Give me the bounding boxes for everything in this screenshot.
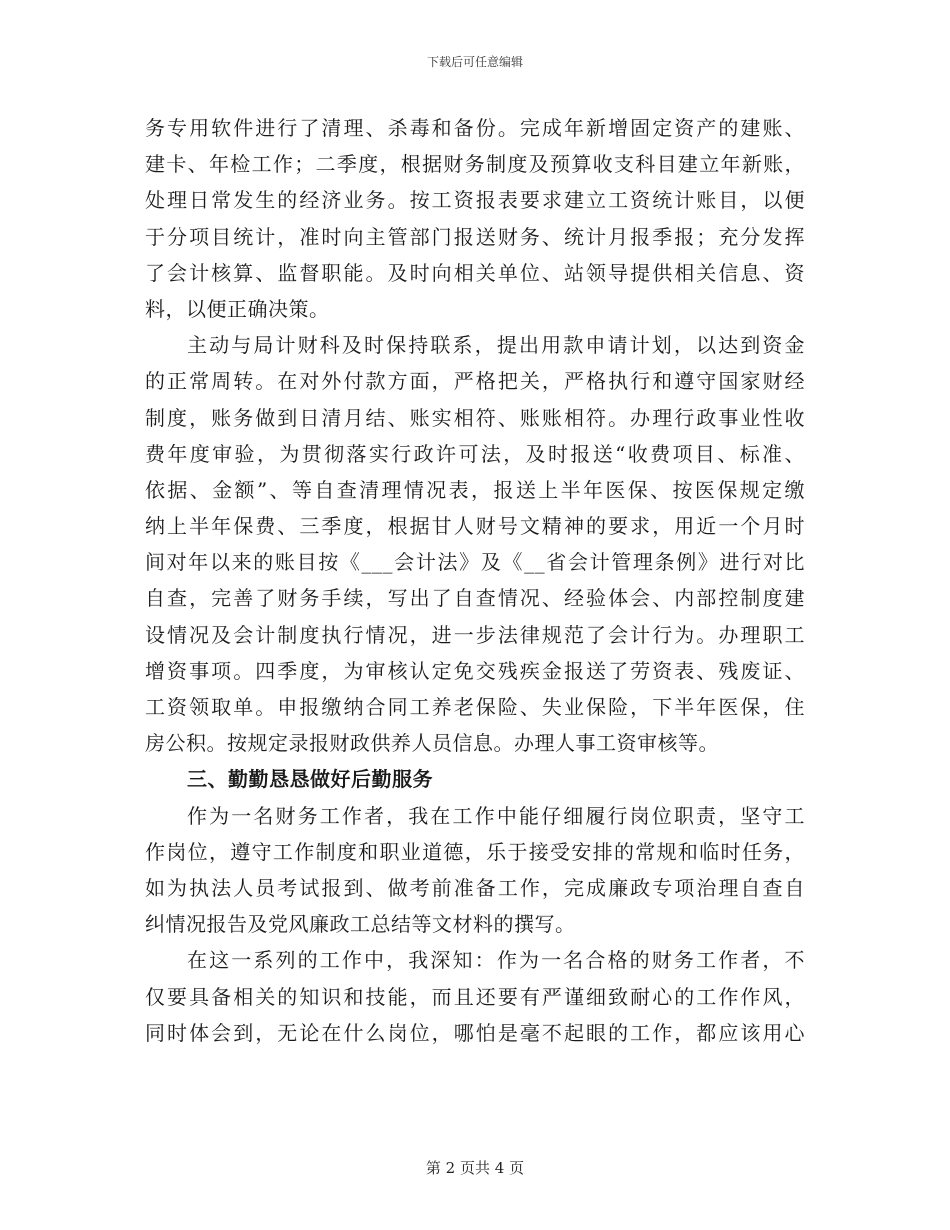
- page-number: 第 2 页共 4 页: [425, 1159, 525, 1177]
- text-line: 工资领取单。申报缴纳合同工养老保险、失业保险，下半年医保，住: [145, 695, 805, 719]
- text-line: 的正常周转。在对外付款方面，严格把关，严格执行和遵守国家财经: [145, 369, 805, 394]
- text-line: 作为一名财务工作者，我在工作中能仔细履行岗位职责，坚守工: [187, 803, 805, 828]
- text-line: 设情况及会计制度执行情况，进一步法律规范了会计行为。办理职工: [145, 622, 805, 647]
- text-line: 费年度审验，为贯彻落实行政许可法，及时报送“收费项目、标准、: [145, 441, 805, 466]
- text-line: 仅要具备相关的知识和技能，而且还要有严谨细致耐心的工作作风，: [145, 984, 805, 1009]
- page-header: 下载后可任意编辑: [426, 55, 523, 69]
- text-line: 于分项目统计，准时向主管部门报送财务、统计月报季报；充分发挥: [145, 224, 805, 249]
- text-line: 在这一系列的工作中，我深知：作为一名合格的财务工作者，不: [187, 948, 805, 973]
- text-line: 作岗位，遵守工作制度和职业道德，乐于接受安排的常规和临时任务，: [145, 839, 805, 864]
- text-line: 依据、金额”、等自查清理情况表，报送上半年医保、按医保规定缴: [145, 477, 805, 502]
- text-line: 纠情况报告及党风廉政工总结等文材料的撰写。: [145, 912, 576, 937]
- text-line: 制度，账务做到日清月结、账实相符、账账相符。办理行政事业性收: [145, 405, 805, 430]
- text-line: 同时体会到，无论在什么岗位，哪怕是毫不起眼的工作，都应该用心: [145, 1020, 805, 1045]
- paragraph-4: [145, 942, 805, 1051]
- text-line: 了会计核算、监督职能。及时向相关单位、站领导提供相关信息、资: [145, 260, 805, 285]
- text-line: 如为执法人员考试报到、做考前准备工作，完成廉政专项治理自查自: [145, 875, 805, 900]
- text-line: 建卡、年检工作；二季度，根据财务制度及预算收支科目建立年新账，: [145, 152, 805, 177]
- text-line: 主动与局计财科及时保持联系，提出用款申请计划，以达到资金: [187, 333, 805, 358]
- paragraph-1: [145, 110, 805, 327]
- text-line: 增资事项。四季度，为审核认定免交残疾金报送了劳资表、残废证、: [145, 658, 805, 683]
- text-line: 务专用软件进行了清理、杀毒和备份。完成年新增固定资产的建账、: [145, 116, 805, 140]
- text-line: 纳上半年保费、三季度，根据甘人财号文精神的要求，用近一个月时: [145, 514, 805, 539]
- text-line: 间对年以来的账目按《___会计法》及《__省会计管理条例》进行对比: [145, 550, 805, 575]
- text-line: 料，以便正确决策。: [145, 296, 330, 321]
- document-body: [145, 110, 805, 1051]
- paragraph-2: [145, 327, 805, 761]
- text-line: 自查，完善了财务手续，写出了自查情况、经验体会、内部控制度建: [145, 586, 805, 611]
- text-line: 处理日常发生的经济业务。按工资报表要求建立工资统计账目，以便: [145, 188, 805, 213]
- paragraph-3: [145, 798, 805, 943]
- section-heading: 三、勤勤恳恳做好后勤服务: [187, 767, 433, 792]
- text-line: 房公积。按规定录报财政供养人员信息。办理人事工资审核等。: [145, 731, 719, 756]
